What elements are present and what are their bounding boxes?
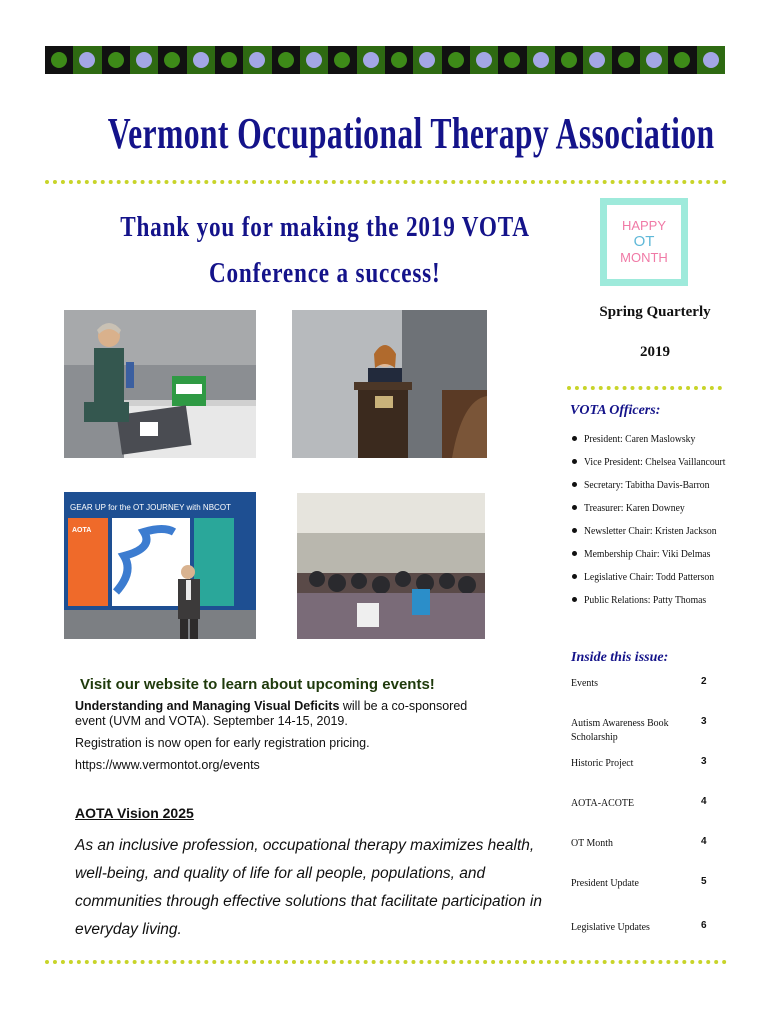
banner-dot [193,52,209,68]
officer-item [572,565,742,588]
registration-note: Registration is now open for early registration pricing. [75,736,370,750]
banner-cell [668,46,696,74]
bullet-icon [572,436,577,441]
banner-cell [583,46,611,74]
officer-item [572,588,742,611]
banner-cell [45,46,73,74]
banner-dot [221,52,237,68]
banner-dot [448,52,464,68]
event-title: Understanding and Managing Visual Deficits [75,699,340,713]
inside-issue-heading: Inside this issue: [571,650,669,665]
happy-ot-month-badge [600,198,688,286]
toc-label: President Update [571,877,639,889]
photo-booth-table [64,310,256,458]
banner-cell [243,46,271,74]
banner-cell [187,46,215,74]
banner-cell [215,46,243,74]
toc-label: Events [571,677,598,689]
officer-item [572,542,742,565]
headline-line-1: Thank you for making the 2019 VOTA [120,211,530,243]
toc-row[interactable] [571,796,711,810]
officer-text: Public Relations: Patty Thomas [584,593,707,606]
banner-dot [504,52,520,68]
photo-conference-crowd [297,493,485,639]
toc-page-number: 4 [701,836,707,847]
banner-dot [249,52,265,68]
toc-page-number: 3 [701,756,707,767]
toc-page-number: 4 [701,796,707,807]
banner-dot [533,52,549,68]
banner-cell [272,46,300,74]
officers-list [572,427,742,611]
banner-dot [363,52,379,68]
officer-item [572,450,742,473]
banner-cell [328,46,356,74]
banner-dot [278,52,294,68]
bullet-icon [572,482,577,487]
banner-cell [470,46,498,74]
banner-dot [674,52,690,68]
toc-page-number: 5 [701,876,707,887]
banner-cell [612,46,640,74]
banner-cell [130,46,158,74]
headline-line-2: Conference a success! [209,257,441,289]
toc-row[interactable] [571,756,711,770]
banner-cell [158,46,186,74]
banner-dot [476,52,492,68]
event-description [75,699,495,729]
banner-dot [164,52,180,68]
bullet-icon [572,528,577,533]
bullet-icon [572,505,577,510]
toc-row[interactable] [571,876,711,890]
officer-item [572,427,742,450]
badge-line-1: HAPPY [621,218,667,233]
bullet-icon [572,574,577,579]
banner-dot [646,52,662,68]
officer-text: Legislative Chair: Todd Patterson [584,570,715,583]
officer-text: Vice President: Chelsea Vaillancourt [584,455,726,468]
banner-cell [527,46,555,74]
toc-label: AOTA-ACOTE [571,797,634,809]
officer-text: Secretary: Tabitha Davis-Barron [584,478,710,491]
event-details: will be a co-sponsored event (UVM and VOTA). September 14-15, 2019. [75,699,468,728]
banner-cell [413,46,441,74]
banner-dot [419,52,435,68]
divider-sidebar [567,386,722,390]
toc-page-number: 6 [701,920,707,931]
banner-dot [79,52,95,68]
banner-cell [555,46,583,74]
banner-dot [589,52,605,68]
toc-row[interactable] [571,716,711,744]
bullet-icon [572,551,577,556]
banner-cell [498,46,526,74]
banner-cell [385,46,413,74]
aota-vision-text: As an inclusive profession, occupational therapy maximizes health, well-being, and quality of life for all people, populations, and communities through effective solutions that facilitate participation in everyday living. [75,837,542,938]
poster-title: GEAR UP for the OT JOURNEY with NBCOT [70,503,231,512]
aota-vision-heading: AOTA Vision 2025 [75,805,194,821]
newsletter-title: Vermont Occupational Therapy Association [107,109,715,158]
banner-dot [306,52,322,68]
banner-cell [357,46,385,74]
toc-label: OT Month [571,837,613,849]
banner-dot [136,52,152,68]
divider-top [45,180,727,184]
badge-line-3: MONTH [620,250,668,265]
toc-row[interactable] [571,676,711,690]
banner-cell [300,46,328,74]
toc-row[interactable] [571,920,711,934]
photo-speaker-podium [292,310,487,458]
issue-year: 2019 [640,344,670,360]
banner-dot [108,52,124,68]
bullet-icon [572,459,577,464]
officer-item [572,473,742,496]
visit-website-callout: Visit our website to learn about upcoming events! [80,676,435,693]
banner-dot [618,52,634,68]
headline [60,204,590,296]
toc-label: Legislative Updates [571,921,650,933]
badge-line-2: OT [633,233,655,250]
toc-label: Autism Awareness Book Scholarship [571,717,669,743]
officers-heading: VOTA Officers: [570,403,661,418]
poster-logo: AOTA [72,527,92,534]
banner-dot [391,52,407,68]
banner-cell [442,46,470,74]
issue-season: Spring Quarterly [599,304,711,320]
officer-text: Treasurer: Karen Downey [584,501,685,514]
banner-cell [640,46,668,74]
banner-dot [561,52,577,68]
photo-nbcot-poster [64,492,256,639]
banner-dot [334,52,350,68]
divider-bottom [45,960,727,964]
officer-item [572,496,742,519]
events-url[interactable]: https://www.vermontot.org/events [75,758,260,772]
banner-dot [51,52,67,68]
officer-item [572,519,742,542]
banner-cell [73,46,101,74]
banner-cell [102,46,130,74]
toc-page-number: 2 [701,676,707,687]
toc-label: Historic Project [571,757,634,769]
toc-page-number: 3 [701,716,707,727]
banner-cell [697,46,725,74]
decorative-dot-banner [45,46,725,74]
officer-text: President: Caren Maslowsky [584,432,696,445]
toc-row[interactable] [571,836,711,850]
officer-text: Newsletter Chair: Kristen Jackson [584,524,717,537]
banner-dot [703,52,719,68]
bullet-icon [572,597,577,602]
officer-text: Membership Chair: Viki Delmas [584,547,711,560]
